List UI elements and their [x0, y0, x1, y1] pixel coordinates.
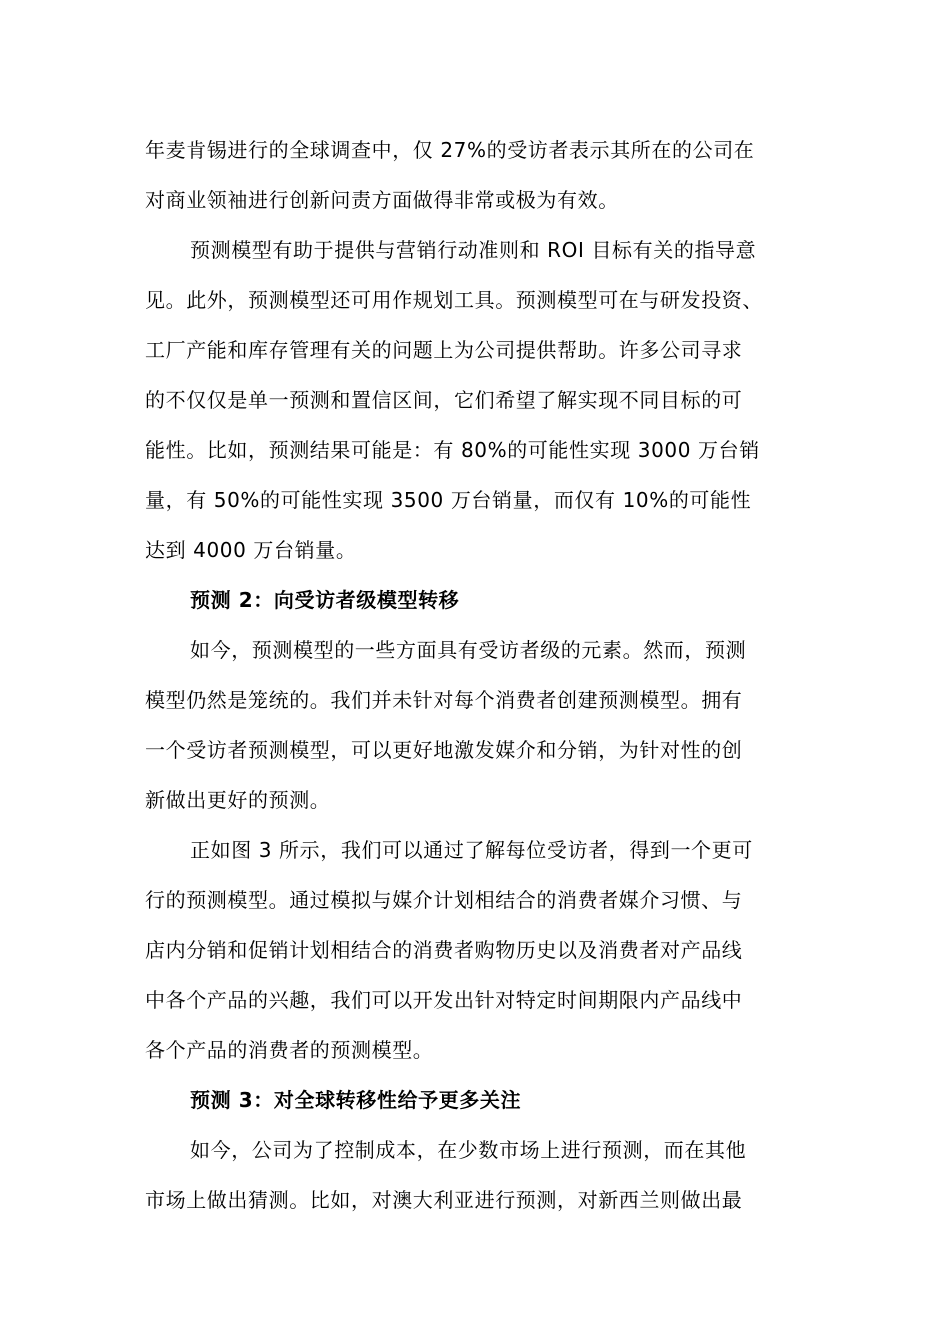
- paragraph-line: 新做出更好的预测。: [145, 788, 331, 812]
- paragraph-line: 的不仅仅是单一预测和置信区间，它们希望了解实现不同目标的可: [145, 388, 743, 412]
- paragraph-line: 年麦肯锡进行的全球调查中，仅 27%的受访者表示其所在的公司在: [145, 138, 755, 162]
- paragraph-line: 对商业领袖进行创新问责方面做得非常或极为有效。: [145, 188, 619, 212]
- paragraph-line: 中各个产品的兴趣，我们可以开发出针对特定时间期限内产品线中: [145, 988, 743, 1012]
- paragraph-line: 能性。比如，预测结果可能是：有 80%的可能性实现 3000 万台销: [145, 438, 760, 462]
- paragraph-line: 量，有 50%的可能性实现 3500 万台销量，而仅有 10%的可能性: [145, 488, 752, 512]
- paragraph-line: 行的预测模型。通过模拟与媒介计划相结合的消费者媒介习惯、与: [145, 888, 743, 912]
- paragraph-line: 工厂产能和库存管理有关的问题上为公司提供帮助。许多公司寻求: [145, 338, 743, 362]
- paragraph-line: 各个产品的消费者的预测模型。: [145, 1038, 434, 1062]
- paragraph-line: 正如图 3 所示，我们可以通过了解每位受访者，得到一个更可: [190, 838, 753, 862]
- paragraph-line: 预测模型有助于提供与营销行动准则和 ROI 目标有关的指导意: [190, 238, 757, 262]
- paragraph-line: 达到 4000 万台销量。: [145, 538, 357, 562]
- paragraph-line: 如今，预测模型的一些方面具有受访者级的元素。然而，预测: [190, 638, 747, 662]
- section-heading: 预测 2：向受访者级模型转移: [190, 588, 460, 612]
- section-heading: 预测 3：对全球转移性给予更多关注: [190, 1088, 522, 1112]
- paragraph-line: 如今，公司为了控制成本，在少数市场上进行预测，而在其他: [190, 1138, 747, 1162]
- paragraph-line: 一个受访者预测模型，可以更好地激发媒介和分销，为针对性的创: [145, 738, 743, 762]
- paragraph-line: 市场上做出猜测。比如，对澳大利亚进行预测，对新西兰则做出最: [145, 1188, 743, 1212]
- paragraph-line: 见。此外，预测模型还可用作规划工具。预测模型可在与研发投资、: [145, 288, 763, 312]
- paragraph-line: 模型仍然是笼统的。我们并未针对每个消费者创建预测模型。拥有: [145, 688, 743, 712]
- paragraph-line: 店内分销和促销计划相结合的消费者购物历史以及消费者对产品线: [145, 938, 743, 962]
